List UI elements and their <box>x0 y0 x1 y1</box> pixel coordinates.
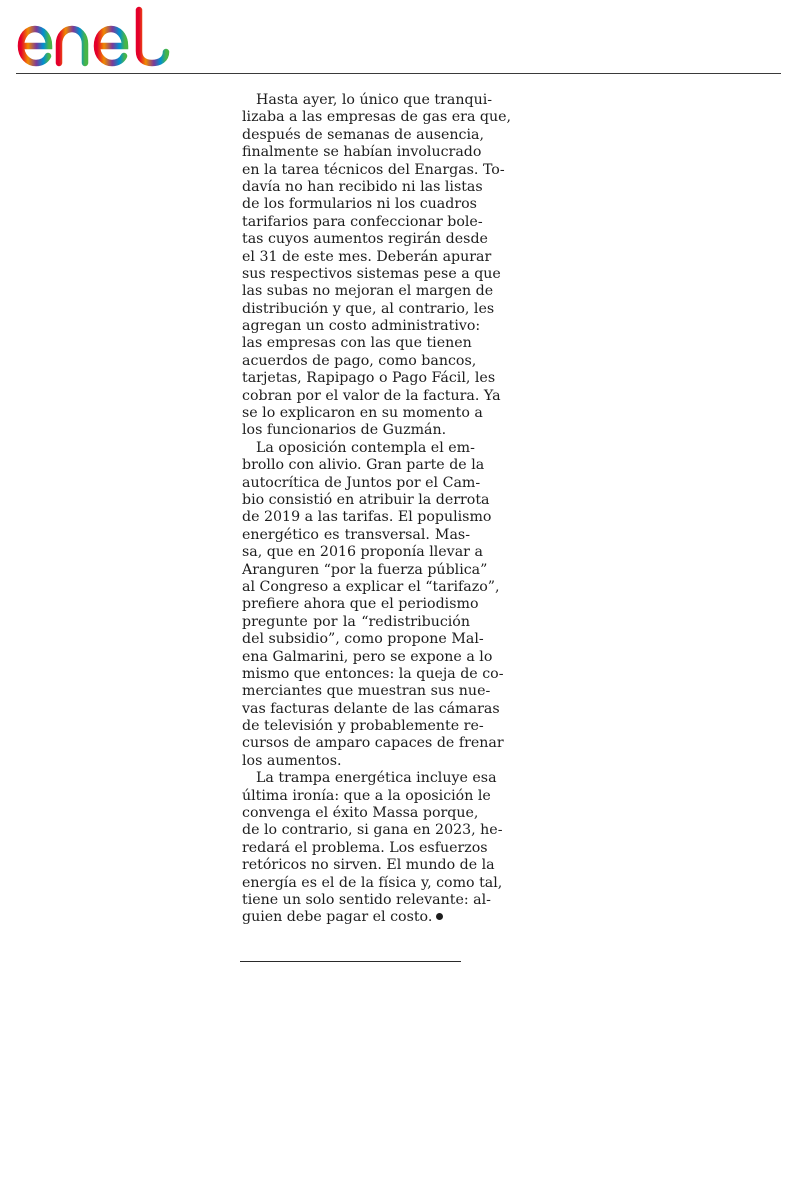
article-line: merciantes que muestran sus nue- <box>242 683 491 700</box>
article-line: redará el problema. Los esfuerzos <box>242 839 488 856</box>
article-line: lizaba a las empresas de gas era que, <box>242 109 512 126</box>
article-line: energía es el de la física y, como tal, <box>242 874 503 891</box>
article-line: pregunte por la “redistribución <box>242 613 470 630</box>
article-line: los funcionarios de Guzmán. <box>242 422 447 439</box>
article-line: agregan un costo administrativo: <box>242 318 481 335</box>
logo-letter-n <box>59 29 85 63</box>
article-end-divider <box>240 961 461 962</box>
article-line: energético es transversal. Mas- <box>242 526 470 543</box>
article-line: acuerdos de pago, como bancos, <box>242 352 477 369</box>
logo-letter-e-2 <box>97 29 125 63</box>
article-line: tarifarios para confeccionar bole- <box>242 213 483 230</box>
article-paragraph <box>242 92 512 440</box>
article-line: retóricos no sirven. El mundo de la <box>242 857 495 874</box>
article-line: las subas no mejoran el margen de <box>242 283 494 300</box>
article-paragraph <box>242 439 504 770</box>
article-line: cursos de amparo capaces de frenar <box>242 735 504 752</box>
enel-logo <box>16 6 172 68</box>
article-line: bio consistió en atribuir la derrota <box>242 491 490 508</box>
article-line: sus respectivos sistemas pese a que <box>242 265 501 282</box>
article-line: La oposición contempla el em- <box>256 439 475 456</box>
article-line: al Congreso a explicar el “tarifazo”, <box>242 578 500 595</box>
article-line: de televisión y probablemente re- <box>242 718 484 735</box>
end-of-article-bullet <box>436 913 443 920</box>
article-line: de 2019 a las tarifas. El populismo <box>242 509 492 526</box>
article-line: Hasta ayer, lo único que tranqui- <box>256 92 493 108</box>
article-line: ena Galmarini, pero se expone a lo <box>242 648 493 665</box>
article-line: en la tarea técnicos del Enargas. To- <box>242 161 505 178</box>
article-column <box>242 92 512 927</box>
article-line: los aumentos. <box>242 752 342 769</box>
article-line: después de semanas de ausencia, <box>242 126 484 143</box>
article-line: prefiere ahora que el periodismo <box>242 596 479 613</box>
article-line: de los formularios ni los cuadros <box>242 196 477 213</box>
article-line: tarjetas, Rapipago o Pago Fácil, les <box>242 370 496 387</box>
article-line: se lo explicaron en su momento a <box>242 405 483 422</box>
article-line: distribución y que, al contrario, les <box>242 300 495 317</box>
article-line: última ironía: que a la oposición le <box>242 787 491 804</box>
article-line: cobran por el valor de la factura. Ya <box>242 387 501 404</box>
header-divider <box>16 73 781 74</box>
logo-letter-l <box>139 10 166 63</box>
article-line: autocrítica de Juntos por el Cam- <box>242 474 481 491</box>
article-line: convenga el éxito Massa porque, <box>242 805 479 822</box>
article-line: el 31 de este mes. Deberán apurar <box>242 248 492 265</box>
article-line: Aranguren “por la fuerza pública” <box>242 561 488 578</box>
article-paragraph <box>242 770 503 927</box>
article-line: La trampa energética incluye esa <box>256 770 497 787</box>
article-line: sa, que en 2016 proponía llevar a <box>242 544 483 561</box>
article-line: de lo contrario, si gana en 2023, he- <box>242 822 503 839</box>
article-line: del subsidio”, como propone Mal- <box>242 631 484 648</box>
article-line: vas facturas delante de las cámaras <box>242 700 500 717</box>
article-line: brollo con alivio. Gran parte de la <box>242 457 485 474</box>
article-line: tiene un solo sentido relevante: al- <box>242 891 491 908</box>
enel-logo-graphic <box>16 6 172 68</box>
article-line: las empresas con las que tienen <box>242 335 472 352</box>
logo-letter-e <box>21 29 49 63</box>
article-line: finalmente se habían involucrado <box>242 144 482 161</box>
article-line: mismo que entonces: la queja de co- <box>242 665 504 682</box>
article-line: tas cuyos aumentos regirán desde <box>242 231 488 248</box>
article-line: davía no han recibido ni las listas <box>242 178 483 195</box>
article-line: guien debe pagar el costo. <box>242 909 470 926</box>
